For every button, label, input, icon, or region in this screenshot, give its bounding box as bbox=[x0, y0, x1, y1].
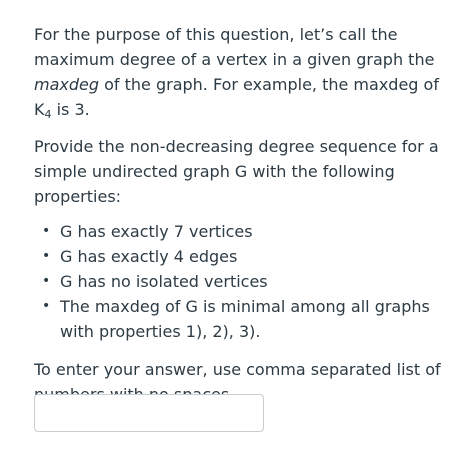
k-subscript: 4 bbox=[44, 108, 52, 121]
properties-list bbox=[34, 219, 454, 344]
bullet-icon: • bbox=[42, 273, 51, 289]
answer-input[interactable] bbox=[34, 394, 264, 432]
property-text: The maxdeg of G is minimal among all graphs with properties 1), 2), 3). bbox=[60, 297, 430, 341]
property-item bbox=[34, 219, 454, 244]
property-item bbox=[34, 294, 454, 344]
property-text: G has no isolated vertices bbox=[60, 272, 268, 291]
property-text: G has exactly 4 edges bbox=[60, 247, 238, 266]
property-item bbox=[34, 269, 454, 294]
maxdeg-term: maxdeg bbox=[34, 75, 100, 94]
definition-text-before: For the purpose of this question, let’s call the maximum degree of a vertex in a given graph the bbox=[34, 25, 435, 69]
property-item bbox=[34, 244, 454, 269]
bullet-icon: • bbox=[42, 248, 51, 264]
definition-paragraph bbox=[34, 22, 454, 122]
instruction-paragraph: Provide the non-decreasing degree sequence for a simple undirected graph G with the following properties: bbox=[34, 137, 439, 206]
definition-text-after: is 3. bbox=[51, 100, 90, 119]
answer-format-paragraph: To enter your answer, use comma separated list of bbox=[34, 360, 441, 379]
property-text: G has exactly 7 vertices bbox=[60, 222, 253, 241]
bullet-icon: • bbox=[42, 298, 51, 314]
question-text bbox=[34, 22, 454, 407]
definition-text-middle: of the graph. For example, the maxdeg of K bbox=[34, 75, 439, 119]
bullet-icon: • bbox=[42, 223, 51, 239]
